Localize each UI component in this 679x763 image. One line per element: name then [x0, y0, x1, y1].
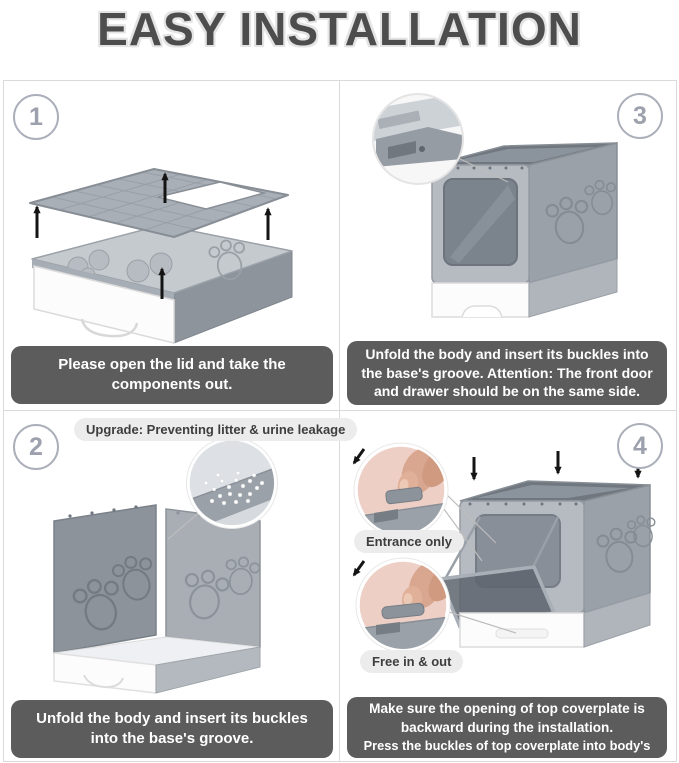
- down-left-arrow-icon: [354, 449, 364, 463]
- step2-illustration: [10, 439, 310, 701]
- buckle-stud: [419, 146, 425, 152]
- step4-caption-line1: Make sure the opening of top coverplate is backward during the installation.: [369, 701, 645, 735]
- down-arrow-icons: [474, 451, 638, 479]
- hand-pressing-buckle-inset-bottom: [354, 557, 463, 652]
- step-panel-4: [340, 411, 676, 761]
- step2-caption: [11, 700, 333, 758]
- step2-caption-text: Unfold the body and insert its buckles into the base's groove.: [36, 710, 308, 747]
- step3-caption-text: Unfold the body and insert its buckles into the base's groove. Attention: The front door and drawer should be on the same side.: [361, 345, 653, 400]
- down-left-arrow-icon: [354, 561, 364, 575]
- step2-number-badge: [13, 424, 59, 470]
- upgrade-note-badge: Upgrade: Preventing litter & urine leakage: [74, 418, 357, 441]
- entrance-only-label: Entrance only: [354, 530, 464, 553]
- step3-caption: [347, 341, 667, 405]
- drawer-notch: [462, 306, 502, 317]
- unfolding-side-panels: [54, 505, 261, 693]
- step1-number-badge: [13, 94, 59, 140]
- litter-box-lid: [30, 169, 288, 237]
- step4-number-badge: [617, 423, 663, 469]
- step3-number-badge: [617, 93, 663, 139]
- step4-caption-line2: Press the buckles of top coverplate into body's: [363, 737, 651, 753]
- free-in-out-label: Free in & out: [360, 650, 463, 673]
- step3-number: 3: [633, 101, 647, 130]
- step4-caption: [347, 697, 667, 758]
- step1-caption-text: Please open the lid and take the components out.: [58, 356, 286, 393]
- unfolded-litter-box: [432, 143, 619, 317]
- steps-grid: [3, 80, 677, 762]
- page-title: EASY INSTALLATION: [97, 3, 582, 55]
- assembled-litter-box: [440, 481, 658, 647]
- step1-caption: [11, 346, 333, 404]
- step-panel-3: [340, 81, 676, 411]
- step1-number: 1: [29, 102, 43, 131]
- step-panel-1: [4, 81, 340, 411]
- drawer-notch: [496, 629, 548, 638]
- step1-illustration: [16, 139, 326, 351]
- hand-pressing-buckle-inset-top: [354, 441, 460, 537]
- step4-number: 4: [633, 431, 647, 460]
- step2-number: 2: [29, 432, 43, 461]
- step-panel-2: [4, 411, 346, 761]
- step3-illustration: [358, 87, 663, 342]
